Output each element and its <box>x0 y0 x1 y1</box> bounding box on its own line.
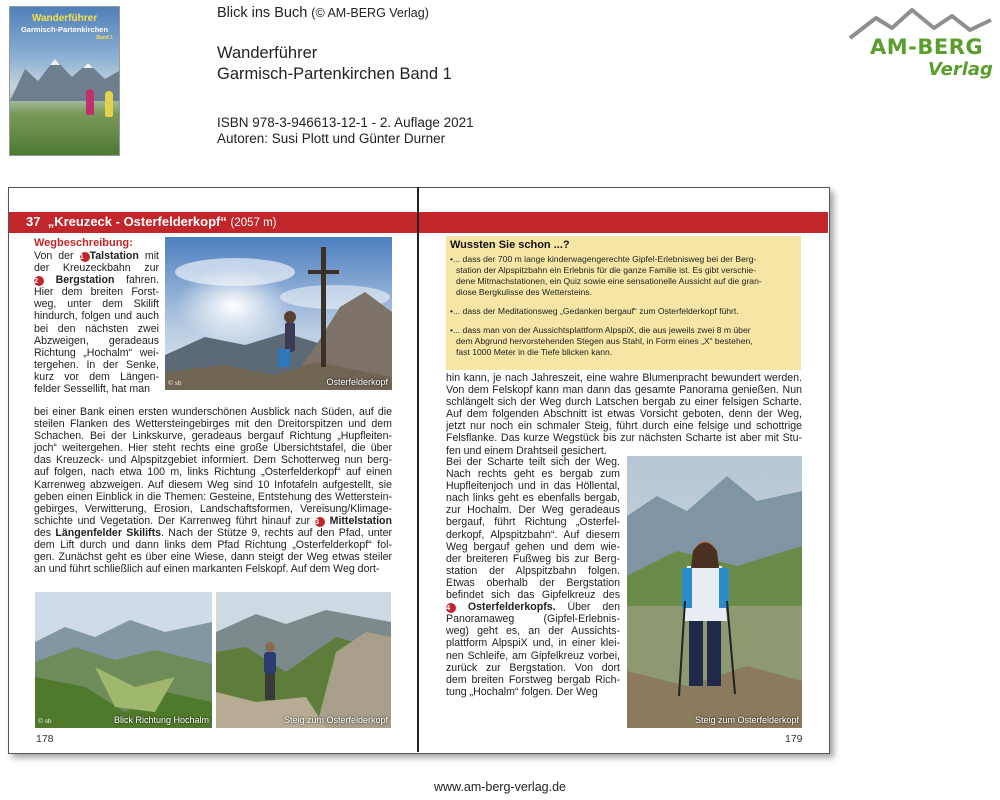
text-fragment: Etwas oberhalb der Bergstation <box>446 576 620 589</box>
info-box-item <box>450 306 800 317</box>
am-berg-logo[interactable] <box>848 4 993 84</box>
text-line <box>34 479 392 491</box>
left-wide-text <box>34 406 392 575</box>
text-line <box>446 625 620 637</box>
text-fragment: Hupfleitenjoch und in das Höllental, <box>446 480 620 493</box>
info-box-line: diose Bergkulisse des Wettersteins. <box>456 287 592 297</box>
text-line <box>446 480 620 492</box>
text-line <box>446 529 620 541</box>
text-line <box>446 589 620 601</box>
text-line <box>446 420 802 432</box>
info-box-line: fast 1000 Meter in die Tiefe blicken kann. <box>456 347 613 357</box>
text-line <box>34 406 392 418</box>
text-line <box>34 298 159 310</box>
text-line <box>446 674 620 686</box>
text-fragment: hin kann, je nach Jahreszeit, eine wahre Blumenpracht bewundert werden. <box>446 372 802 384</box>
text-fragment: Schachen. Bei der Linkskurve, geradeaus bergauf Richtung „Hupfleiten- <box>34 430 392 443</box>
text-fragment: kurz vor dem Längen- <box>34 370 159 383</box>
tour-altitude: (2057 m) <box>230 217 277 229</box>
text-line <box>34 383 159 395</box>
photo-blick-richtung-hochalm <box>35 592 212 728</box>
logo-text-verlag: Verlag <box>928 59 993 80</box>
text-line <box>34 430 392 442</box>
text-fragment: plattform AlpspiX und, in einer klei- <box>446 637 620 650</box>
text-line <box>446 456 620 468</box>
tour-number: 37 <box>26 214 41 229</box>
cover-hiker-right <box>105 91 113 117</box>
text-line <box>34 274 159 286</box>
text-fragment: Bergstation <box>44 274 115 287</box>
text-fragment: Längenfelder Skilifts <box>55 526 162 539</box>
text-line <box>446 650 620 662</box>
text-line <box>446 492 620 504</box>
cover-subtitle: Garmisch-Partenkirchen <box>20 25 109 34</box>
waypoint-number-badge: 2 <box>34 276 44 286</box>
book-title-line2: Garmisch-Partenkirchen Band 1 <box>217 65 452 83</box>
text-fragment: Auf dem folgenden Abschnitt ist etwas Vorsicht geboten, denn der Weg, <box>446 408 802 421</box>
text-fragment: auf folgen, nach etwa 100 m, links Richtung „Osterfelderkopf“ auf einen <box>34 466 392 479</box>
text-fragment: fahren. <box>114 274 159 287</box>
cover-hiker-left <box>86 89 94 115</box>
info-box-item <box>450 325 800 358</box>
text-line <box>34 442 392 454</box>
text-fragment: joch“ weitergehen. Hier steht rechts eine große Übersichtstafel, die über <box>34 442 392 455</box>
header-blick-title: Blick ins Buch <box>217 5 308 21</box>
logo-text-am-berg: AM-BERG <box>870 35 984 59</box>
text-fragment: zur Hochalm. Der Weg geradeaus <box>446 504 620 517</box>
text-line <box>34 371 159 383</box>
photo1-credit: © sb <box>168 380 182 387</box>
text-fragment: Osterfelderkopfs. <box>456 601 556 614</box>
text-line <box>446 504 620 516</box>
text-line <box>446 372 802 384</box>
text-line <box>446 601 620 613</box>
info-box-line: •... dass der 700 m lange kinderwagengerechte Gipfel-Erlebnisweg bei der Berg- <box>450 254 757 264</box>
text-line <box>34 454 392 466</box>
text-fragment: mit <box>138 250 159 262</box>
text-fragment: bei einer Bank einen ersten wunderschönen Ausblick nach Süden, auf die <box>34 406 392 418</box>
tour-title <box>26 214 277 229</box>
tour-name: „Kreuzeck - Osterfelderkopf“ <box>47 214 227 229</box>
text-fragment: nen Schleife, am Gipfelkreuz vorbei, <box>446 649 620 662</box>
text-fragment: gen. Zunächst geht es über eine Wiese, dann steigt der Weg etwas steiler <box>34 551 392 564</box>
photo3-caption: Steig zum Osterfelderkopf <box>283 715 388 725</box>
text-line <box>34 250 159 262</box>
text-line <box>34 539 392 551</box>
info-box-line: dene Mitmachstationen, ein Quiz sowie eine sensationelle Aussicht auf die gran- <box>456 276 762 286</box>
text-line <box>34 491 392 503</box>
text-fragment: Über den <box>555 601 620 614</box>
text-fragment: das Kreuzeck- und Alpspitzgebiet informiert. Dem Schotterweg nun berg- <box>34 454 392 467</box>
text-fragment: Nach rechts geht es bergab zum <box>446 468 620 481</box>
text-fragment: Von dem Felskopf kann man dann das gesamte Panorama genießen. Nun <box>446 384 802 397</box>
text-line <box>446 445 802 457</box>
book-spine <box>417 187 419 752</box>
text-line <box>34 323 159 335</box>
text-fragment: tung „Hochalm“ folgen. Der Weg <box>446 685 598 698</box>
text-line <box>34 262 159 274</box>
info-box-line: station der Alpspitzbahn ein Erlebnis für die ganze Familie ist. Es gibt verschie- <box>456 265 756 275</box>
text-line <box>34 359 159 371</box>
text-fragment: weg, unter dem Skilift <box>34 298 159 311</box>
waypoint-number-badge: 4 <box>446 603 456 613</box>
text-fragment: der Kreuzeckbahn zur <box>34 262 159 275</box>
text-line <box>34 347 159 359</box>
info-box-title: Wussten Sie schon ...? <box>450 239 570 251</box>
photo-osterfelderkopf-summit <box>165 237 392 390</box>
text-fragment: dem Lift durch und dann links dem Pfad Richtung „Osterfelderkopf“ fol- <box>34 539 392 552</box>
cover-title: Wanderführer <box>31 13 98 24</box>
page-number-right: 179 <box>785 733 803 745</box>
text-fragment: Richtung „Hochalm“ wei- <box>34 346 159 359</box>
text-line <box>446 577 620 589</box>
photo-steig-zum-osterfelderkopf-right <box>627 456 802 728</box>
text-line <box>446 637 620 649</box>
text-fragment: Weg bergauf gehen und dem wie- <box>446 540 620 553</box>
info-box-wussten-sie-schon <box>446 236 801 370</box>
text-line <box>34 503 392 515</box>
text-fragment: tergehen. In der Senke, <box>34 358 159 371</box>
photo-steig-zum-osterfelderkopf-left <box>216 592 391 728</box>
page-number-left: 178 <box>36 733 54 745</box>
text-fragment: geben einen Einblick in die Themen: Gesteine, Entstehung des Wetterstein- <box>34 490 392 503</box>
text-line <box>34 515 392 527</box>
info-box-line: dem Abgrund hervorstehenden Stegen aus Stahl, in Form eines „X“ bestehen, <box>456 336 753 346</box>
text-fragment: Abzweigen, geradeaus <box>34 334 159 347</box>
text-fragment: Hier dem breiten Forst- <box>34 286 159 299</box>
cover-band: Band 1 <box>96 35 113 41</box>
text-fragment: station der Alpspitzbahn folgen. <box>446 564 620 577</box>
text-line <box>446 408 802 420</box>
text-fragment: Von der <box>34 250 80 262</box>
text-line <box>446 432 802 444</box>
right-narrow-text <box>446 456 620 698</box>
hiker-photo-image <box>627 456 802 728</box>
text-fragment: der breiteren Fußweg bis zur Berg- <box>446 552 620 565</box>
book-title-line1: Wanderführer <box>217 44 318 62</box>
photo4-caption: Steig zum Osterfelderkopf <box>694 715 799 725</box>
header-copyright: (© AM-BERG Verlag) <box>311 6 429 20</box>
info-box-line: •... dass man von der Aussichtsplattform AlpspiX, die aus jeweils zwei 8 m über <box>450 325 751 335</box>
text-line <box>446 553 620 565</box>
text-fragment: hindurch, folgen und auch <box>34 310 159 323</box>
trail-photo-image <box>216 592 391 728</box>
photo2-credit: © sb <box>38 718 52 725</box>
text-line <box>34 466 392 478</box>
text-fragment: Bei der Scharte teilt sich der Weg. <box>446 456 620 468</box>
text-line <box>446 468 620 480</box>
authors-line: Autoren: Susi Plott und Günter Durner <box>217 131 446 146</box>
text-line <box>446 686 620 698</box>
text-fragment: bei den nächsten zwei <box>34 322 159 335</box>
text-fragment: derkopf, Alpspitzbahn“. Auf diesem <box>446 528 620 541</box>
text-fragment: fen und einem Drahtseil gesichert. <box>446 444 607 457</box>
text-fragment: nach links geht es ebenfalls bergab, <box>446 492 620 505</box>
right-wide-text <box>446 372 802 457</box>
text-line <box>34 527 392 539</box>
text-fragment: Talstation <box>89 250 139 262</box>
text-fragment: Mittelstation <box>324 514 392 527</box>
text-fragment: schlängelt sich der Weg durch Latschen bergab zu einer felsigen Scharte. <box>446 396 802 409</box>
info-box-items <box>450 254 800 366</box>
left-narrow-text <box>34 250 159 395</box>
text-fragment: zurück zur Bergstation. Von dort <box>446 661 620 674</box>
text-line <box>446 384 802 396</box>
text-fragment: felder Sessellift, hat man <box>34 383 150 396</box>
text-fragment: befindet sich das Gipfelkreuz des <box>446 589 620 602</box>
text-fragment: jetzt nur noch ein schmaler Steig, führt durch eine felsige und schottrige <box>446 420 802 433</box>
book-cover-thumbnail <box>9 6 120 156</box>
text-fragment: steilen Flanken des Wettersteingebirges mit den Dreitorspitzen und dem <box>34 418 392 431</box>
text-line <box>446 662 620 674</box>
text-fragment: Felsflanke. Das kurze Wegstück bis zur nächsten Scharte ist aber mit Stu- <box>446 432 802 445</box>
text-line <box>34 286 159 298</box>
photo1-caption: Osterfelderkopf <box>326 377 388 387</box>
text-fragment: bergauf, führt Richtung „Osterfel- <box>446 516 620 529</box>
summit-photo-image <box>165 237 392 390</box>
text-fragment: schichte und Vegetation. Der Karrenweg führt hinauf zur <box>34 514 315 527</box>
text-line <box>446 613 620 625</box>
text-fragment: . Nach der Stütze 9, rechts auf den Pfad, unter <box>161 526 392 539</box>
footer-website-link[interactable]: www.am-berg-verlag.de <box>434 780 566 794</box>
text-line <box>446 396 802 408</box>
cover-mountains <box>10 51 119 101</box>
text-fragment: dem breiten Forstweg bergab Rich- <box>446 673 620 686</box>
section-heading-wegbeschreibung: Wegbeschreibung: <box>34 237 133 249</box>
waypoint-number-badge: 3 <box>315 517 325 527</box>
text-fragment: gebirges, Verwitterung, Erosion, Landschaftsformen, Vereisung/Klimage- <box>34 502 392 515</box>
text-fragment: an und führt schließlich auf einen markanten Felskopf. Auf dem Weg dort- <box>34 563 380 576</box>
text-line <box>446 516 620 528</box>
text-line <box>34 310 159 322</box>
valley-photo-image <box>35 592 212 728</box>
text-fragment: Panoramaweg (Gipfel-Erlebnis- <box>446 613 620 626</box>
text-fragment: des <box>34 526 56 539</box>
text-line <box>34 563 392 575</box>
text-line <box>34 335 159 347</box>
text-line <box>34 418 392 430</box>
text-fragment: Karrenweg abzweigen. Auf diesem Weg sind 10 Infotafeln aufgestellt, sie <box>34 478 392 491</box>
text-line <box>446 565 620 577</box>
photo2-caption: Blick Richtung Hochalm <box>113 715 209 725</box>
text-line <box>446 541 620 553</box>
waypoint-number-badge: 1 <box>80 252 90 262</box>
info-box-item <box>450 254 800 298</box>
text-line <box>34 551 392 563</box>
info-box-line: •... dass der Meditationsweg „Gedanken bergauf“ zum Osterfelderkopf führt. <box>450 306 739 316</box>
header-title-line <box>217 4 429 23</box>
text-fragment: weg) geht es, an der Aussichts- <box>446 625 620 638</box>
isbn-line: ISBN 978-3-946613-12-1 - 2. Auflage 2021 <box>217 115 474 130</box>
